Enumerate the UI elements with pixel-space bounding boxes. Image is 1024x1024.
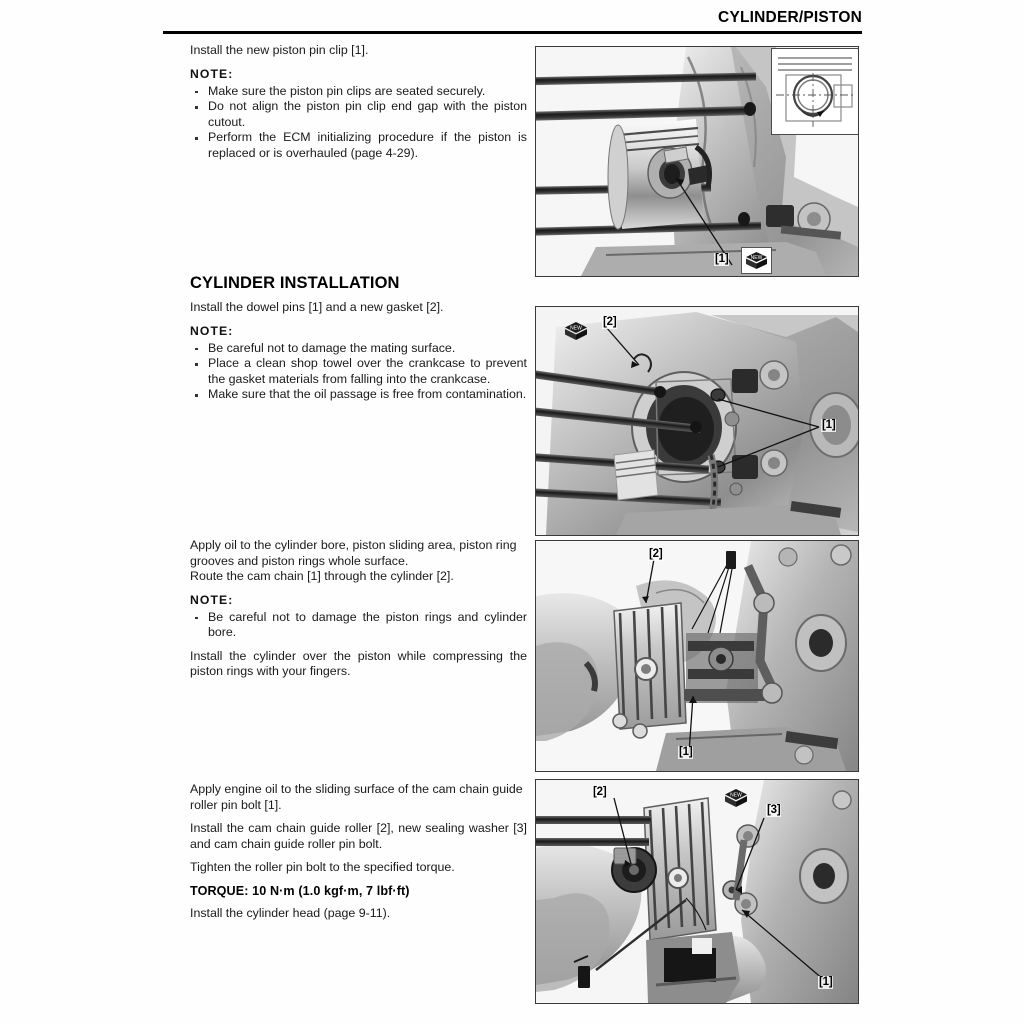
- callout-2: [2]: [593, 786, 607, 798]
- list-item: Make sure the piston pin clips are seated securely.: [190, 84, 527, 100]
- figure-cylinder-graphic: [536, 541, 858, 771]
- inset-piston-pin-clip-diagram: [771, 48, 859, 135]
- figure-guide-roller-graphic: [536, 780, 858, 1003]
- figure-dowel-pins-gasket: [535, 306, 859, 536]
- note-label-2: NOTE:: [190, 323, 234, 338]
- list-item: Place a clean shop towel over the crankcase to prevent the gasket materials from falling into the crankcase.: [190, 356, 527, 387]
- text-block-piston-pin-clip: [190, 43, 527, 169]
- list-item: Make sure that the oil passage is free from contamination.: [190, 387, 527, 403]
- list-item: Be careful not to damage the mating surface.: [190, 341, 527, 357]
- paragraph-install-cylinder-head: Install the cylinder head (page 9-11).: [190, 905, 391, 920]
- paragraph-tighten-bolt: Tighten the roller pin bolt to the specified torque.: [190, 860, 455, 874]
- new-part-icon: [562, 319, 590, 343]
- callout-1: [1]: [715, 253, 729, 265]
- note-label-3: NOTE:: [190, 592, 234, 607]
- text-block-cylinder-installation: [190, 274, 527, 411]
- new-part-icon: [741, 247, 772, 274]
- paragraph-install-cylinder: Install the cylinder over the piston while compressing the piston rings with your fingers.: [190, 648, 527, 678]
- paragraph-install-dowel-pins: Install the dowel pins [1] and a new gasket [2].: [190, 300, 444, 314]
- callout-1: [1]: [679, 746, 693, 758]
- page-title: CYLINDER/PISTON: [718, 9, 862, 26]
- new-part-icon: [722, 786, 750, 810]
- callout-2: [2]: [649, 548, 663, 560]
- list-item: Do not align the piston pin clip end gap with the piston cutout.: [190, 99, 527, 130]
- list-item: Perform the ECM initializing procedure if the piston is replaced or is overhauled (page 4-29).: [190, 130, 527, 161]
- text-block-apply-oil: [190, 538, 527, 688]
- callout-1: [1]: [819, 976, 833, 988]
- paragraph-install-guide-roller: Install the cam chain guide roller [2], new sealing washer [3] and cam chain guide roller pin bolt.: [190, 821, 527, 851]
- svg-text:NEW: NEW: [750, 255, 763, 261]
- text-block-cam-chain-guide-roller: [190, 782, 527, 929]
- section-heading-cylinder-installation: CYLINDER INSTALLATION: [190, 274, 400, 292]
- figure-cylinder-over-piston: [535, 540, 859, 772]
- note-list-1: [190, 84, 527, 162]
- torque-specification: TORQUE: 10 N·m (1.0 kgf·m, 7 lbf·ft): [190, 883, 410, 898]
- paragraph-route-cam-chain: Route the cam chain [1] through the cylinder [2].: [190, 569, 454, 583]
- svg-text:NEW: NEW: [730, 792, 742, 799]
- paragraph-apply-engine-oil: Apply engine oil to the sliding surface of the cam chain guide roller pin bolt [1].: [190, 782, 523, 812]
- callout-3: [3]: [767, 804, 781, 816]
- note-label-1: NOTE:: [190, 66, 234, 81]
- header-rule: [163, 31, 862, 34]
- inset-diagram-graphic: [772, 49, 858, 134]
- note-list-2: [190, 341, 527, 403]
- figure-piston-pin-clip: [535, 46, 859, 277]
- callout-1: [1]: [822, 419, 836, 431]
- svg-text:NEW: NEW: [570, 325, 582, 332]
- figure-cam-chain-guide-roller: [535, 779, 859, 1004]
- list-item: Be careful not to damage the piston rings and cylinder bore.: [190, 610, 527, 641]
- note-list-3: [190, 610, 527, 641]
- paragraph-apply-oil: Apply oil to the cylinder bore, piston sliding area, piston ring grooves and piston rings whole surface.: [190, 538, 517, 568]
- paragraph-install-clip: Install the new piston pin clip [1].: [190, 43, 369, 57]
- callout-2: [2]: [603, 316, 617, 328]
